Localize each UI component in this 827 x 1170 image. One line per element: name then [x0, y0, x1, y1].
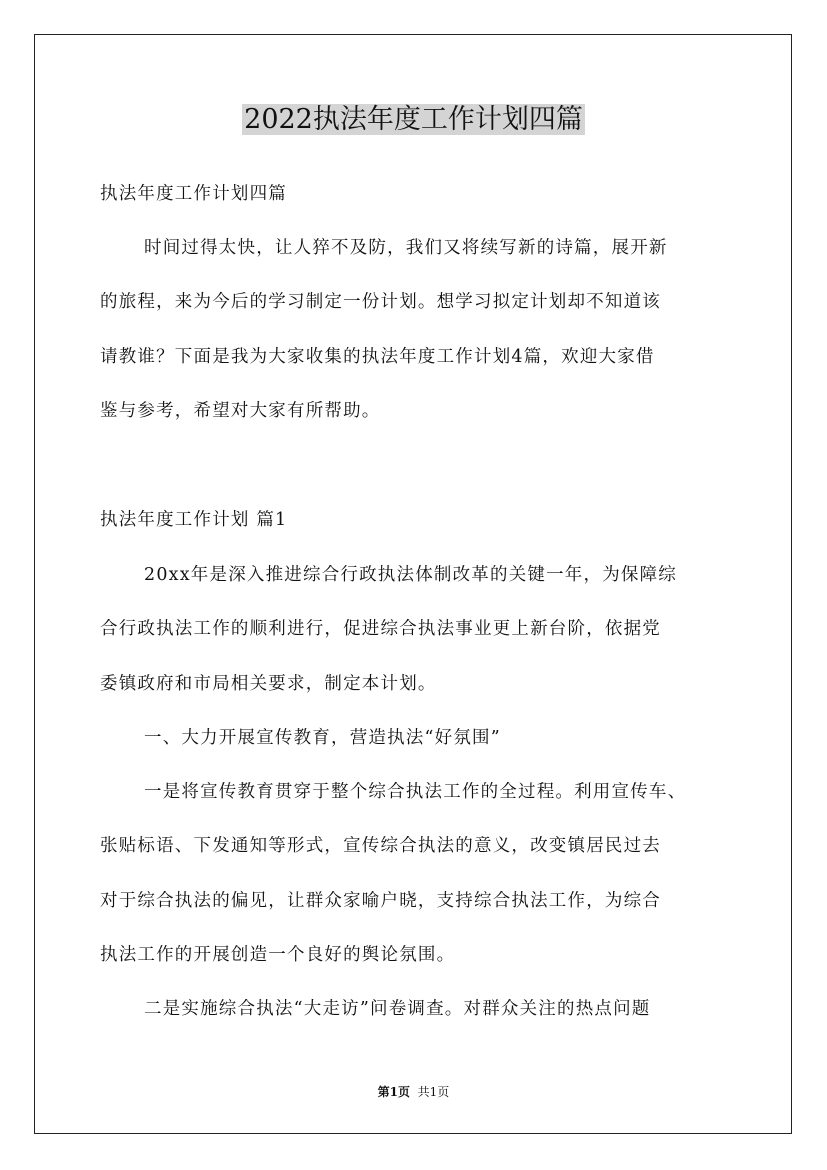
paragraph-line: 执法工作的开展创造一个良好的舆论氛围。: [100, 944, 456, 965]
intro-paragraph: [100, 221, 740, 438]
paragraph-line: 合行政执法工作的顺利进行，促进综合执法事业更上新台阶，依据党: [100, 619, 661, 640]
document-title-text: 2022执法年度工作计划四篇: [244, 104, 583, 135]
page-number-label: 第1页: [377, 1085, 411, 1099]
section1-paragraph-3: [100, 982, 740, 1036]
intro-line: 时间过得太快，让人猝不及防，我们又将续写新的诗篇，展开新: [144, 238, 668, 258]
document-subtitle: 执法年度工作计划四篇: [100, 184, 287, 204]
intro-line: 请教谁？下面是我为大家收集的执法年度工作计划4篇，欢迎大家借: [100, 346, 655, 367]
section-heading: 执法年度工作计划 篇1: [100, 510, 288, 530]
paragraph-line: 20xx年是深入推进综合行政执法体制改革的关键一年，为保障综: [144, 565, 678, 585]
page-footer: [0, 1084, 827, 1100]
section1-paragraph-1: [100, 548, 740, 711]
total-pages-label: 共1页: [417, 1085, 450, 1099]
paragraph-line: 委镇政府和市局相关要求，制定本计划。: [100, 673, 437, 694]
item-heading: 一、大力开展宣传教育，营造执法“好氛围”: [144, 728, 501, 748]
paragraph-line: 二是实施综合执法“大走访”问卷调查。对群众关注的热点问题: [144, 999, 651, 1019]
paragraph-line: 一是将宣传教育贯穿于整个综合执法工作的全过程。利用宣传车、: [144, 782, 687, 802]
intro-line: 鉴与参考，希望对大家有所帮助。: [100, 400, 381, 421]
section1-paragraph-2: [100, 765, 740, 982]
intro-line: 的旅程，来为今后的学习制定一份计划。想学习拟定计划却不知道该: [100, 292, 661, 313]
paragraph-line: 对于综合执法的偏见，让群众家喻户晓，支持综合执法工作，为综合: [100, 890, 661, 911]
paragraph-line: 张贴标语、下发通知等形式，宣传综合执法的意义，改变镇居民过去: [100, 836, 661, 857]
document-title: [0, 100, 827, 140]
